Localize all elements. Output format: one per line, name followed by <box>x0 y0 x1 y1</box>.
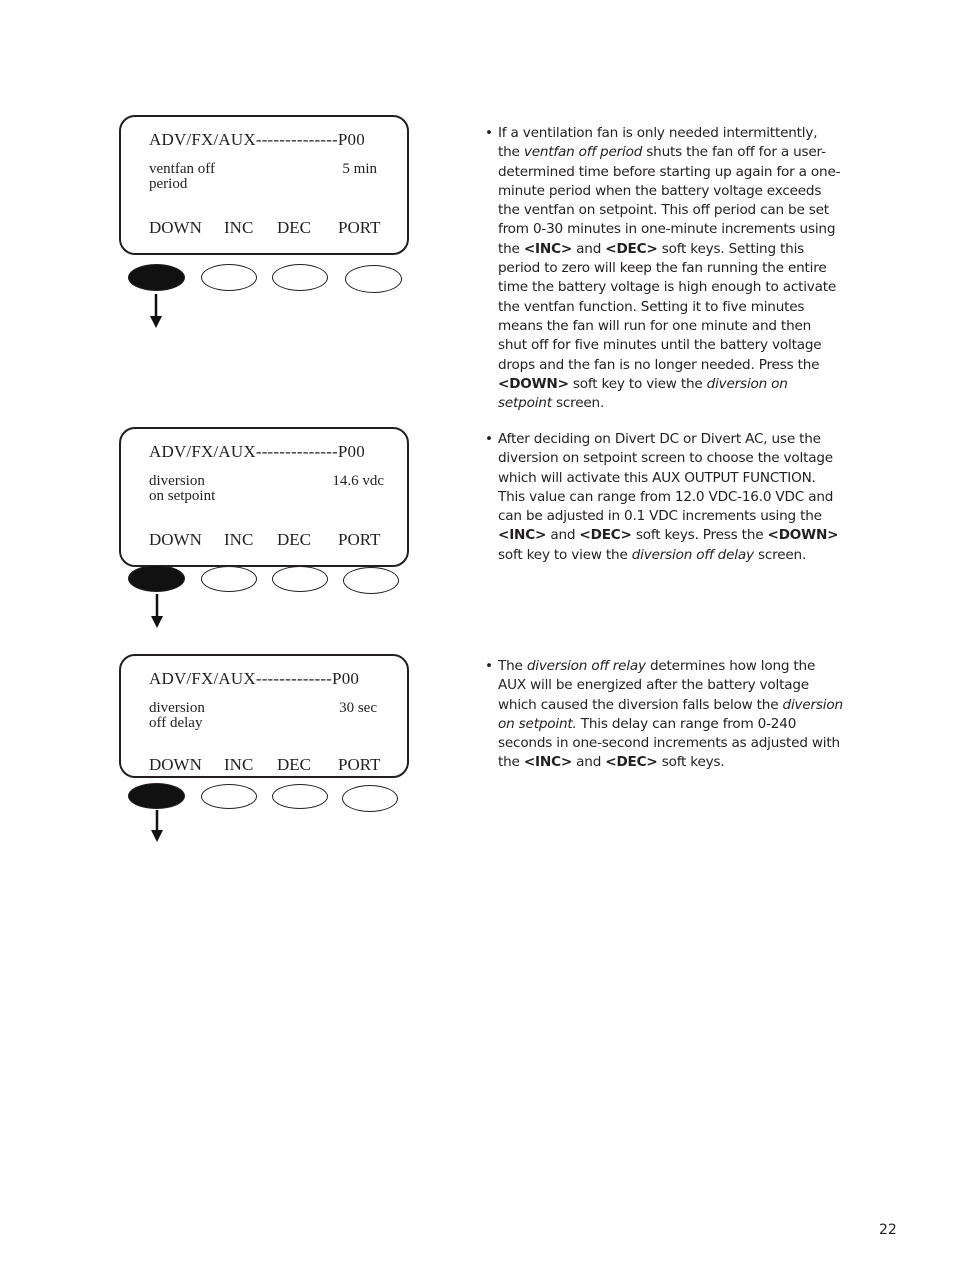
soft-key-port-button[interactable] <box>343 567 399 594</box>
screen-label <box>149 162 215 192</box>
key-label-inc: INC <box>224 530 254 549</box>
text: soft keys. Press the <box>631 527 768 544</box>
bullet: • <box>485 125 493 141</box>
text: screen to choose the voltage which will activate this AUX OUTPUT FUNCTION. This value can range from 12.0 VDC-16.0 VDC and can be adjusted in 0.1 VDC increments using the <box>498 450 834 525</box>
screen-label-line1: diversion <box>149 473 205 489</box>
text: After deciding on Divert DC or Divert AC, use the <box>498 431 821 447</box>
down-arrow-icon <box>150 594 164 630</box>
key-ref-down: <DOWN> <box>498 375 569 392</box>
text: soft keys. <box>657 754 725 771</box>
text: and <box>572 240 606 257</box>
key-ref-inc: <INC> <box>523 754 573 771</box>
text: soft key to view the <box>568 375 707 392</box>
screen-header: ADV/FX/AUX--------------P00 <box>149 130 365 149</box>
screen-label-line1: diversion <box>149 700 205 716</box>
screen-header: ADV/FX/AUX-------------P00 <box>149 669 360 688</box>
soft-key-dec-button[interactable] <box>272 566 328 592</box>
screen-value: 5 min <box>342 161 377 177</box>
description-diversion-off-delay <box>485 657 843 773</box>
soft-key-down-button[interactable] <box>128 565 185 592</box>
text: This delay can range from 0-240 seconds in one-second increments as adjusted with the <box>498 715 840 771</box>
key-label-dec: DEC <box>277 530 311 549</box>
text: and <box>572 754 606 771</box>
key-ref-down: <DOWN> <box>767 527 839 544</box>
description-ventfan-off-period <box>485 124 843 413</box>
term-italic: diversion on setpoint. <box>498 696 843 732</box>
key-label-port: PORT <box>338 530 381 549</box>
key-ref-dec: <DEC> <box>605 240 658 257</box>
text: screen. <box>753 546 807 563</box>
soft-key-dec-button[interactable] <box>272 264 328 291</box>
down-arrow-icon <box>150 810 164 846</box>
text: The <box>498 658 527 674</box>
soft-key-down-button[interactable] <box>128 264 185 291</box>
screen-label-line1: ventfan off <box>149 161 215 177</box>
text: and <box>546 527 580 544</box>
bullet: • <box>485 431 493 447</box>
key-ref-inc: <INC> <box>498 527 547 544</box>
text: determines how long the AUX will be energized after the battery voltage which caused the diversion falls below the <box>498 658 816 713</box>
term-italic: ventfan off period <box>523 144 643 161</box>
key-label-port: PORT <box>338 755 381 774</box>
down-arrow-icon <box>149 294 163 330</box>
screen-value: 14.6 vdc <box>332 473 384 489</box>
term-italic: diversion off relay <box>526 658 646 674</box>
soft-key-inc-button[interactable] <box>201 566 257 592</box>
key-label-down: DOWN <box>149 755 202 774</box>
screen-label <box>149 701 205 731</box>
text: soft keys. Setting this period to zero will keep the fan running the entire time the battery voltage is high enough to activate the ventfan function. Setting it to five minutes means the fan will run for one minute and then shut off for five minutes until the battery voltage drops and the fan is no longer needed. Press the <box>498 240 837 373</box>
key-label-inc: INC <box>224 218 254 237</box>
soft-key-port-button[interactable] <box>342 785 398 812</box>
soft-key-port-button[interactable] <box>345 265 402 293</box>
key-label-inc: INC <box>224 755 254 774</box>
key-label-port: PORT <box>338 218 381 237</box>
text: If a ventilation fan is only needed intermittently, the <box>498 125 818 161</box>
bullet: • <box>485 658 493 674</box>
lcd-screen-ventfan-off-period <box>119 115 409 255</box>
screen-value: 30 sec <box>339 700 377 716</box>
term: diversion on setpoint <box>498 450 638 467</box>
key-label-down: DOWN <box>149 218 202 237</box>
screen-label-line2: on setpoint <box>149 488 216 504</box>
page-number: 22 <box>879 1222 897 1238</box>
key-ref-inc: <INC> <box>523 240 573 257</box>
key-label-down: DOWN <box>149 530 202 549</box>
screen-label-line2: off delay <box>149 715 203 731</box>
soft-key-dec-button[interactable] <box>272 784 328 809</box>
soft-key-inc-button[interactable] <box>201 784 257 809</box>
screen-label <box>149 474 215 504</box>
term-italic: diversion off delay <box>631 546 754 563</box>
screen-label-line2: period <box>149 176 188 192</box>
lcd-screen-diversion-on-setpoint <box>119 427 409 567</box>
text: screen. <box>551 395 605 412</box>
key-label-dec: DEC <box>277 218 311 237</box>
soft-key-inc-button[interactable] <box>201 264 257 291</box>
description-diversion-on-setpoint <box>485 430 843 565</box>
text: shuts the fan off for a user-determined time before starting up again for a one-minute period when the battery voltage exceeds the ventfan on setpoint. This off period can be set from 0-30 minutes in one-minute increments using the <box>498 144 841 257</box>
term-italic: diversion on setpoint <box>498 375 788 412</box>
key-ref-dec: <DEC> <box>605 754 658 771</box>
key-label-dec: DEC <box>277 755 311 774</box>
soft-key-down-button[interactable] <box>128 783 185 809</box>
text: soft key to view the <box>498 546 632 563</box>
screen-header: ADV/FX/AUX--------------P00 <box>149 442 365 461</box>
key-ref-dec: <DEC> <box>579 527 632 544</box>
lcd-screen-diversion-off-delay <box>119 654 409 778</box>
